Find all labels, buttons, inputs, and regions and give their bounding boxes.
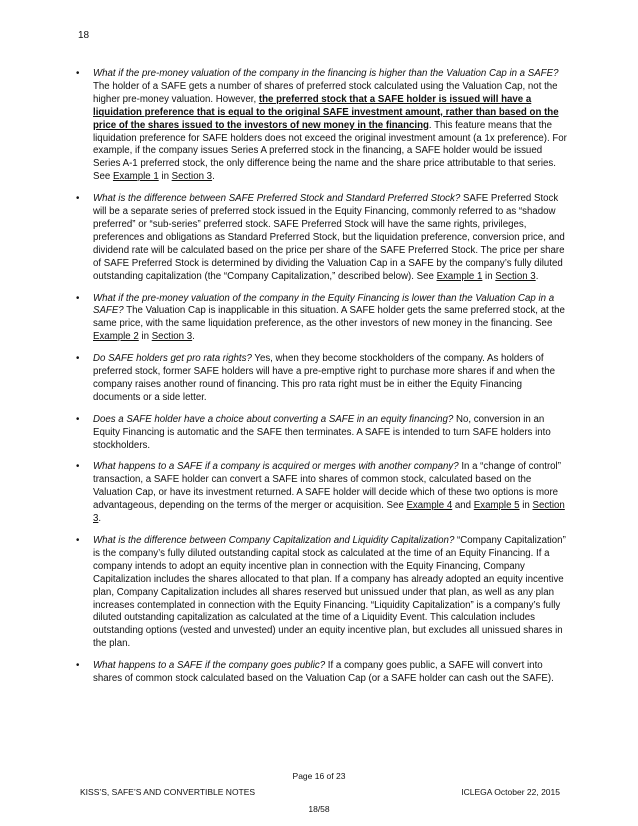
section-3-link[interactable]: Section 3 xyxy=(151,331,193,343)
footer-doc-title: KISS’S, SAFE’S AND CONVERTIBLE NOTES xyxy=(80,787,256,797)
question-text: What happens to a SAFE if a company is acquired or merges with another company? xyxy=(93,461,459,473)
bullet-icon: • xyxy=(76,292,80,304)
faq-item-acquisition xyxy=(76,461,570,526)
faq-item-pro-rata xyxy=(76,353,570,405)
bullet-icon: • xyxy=(76,461,80,473)
question-text: What happens to a SAFE if the company goes public? xyxy=(93,660,326,672)
question-text: What if the pre-money valuation of the company in the financing is higher than the Valuation Cap in a SAFE? xyxy=(93,68,559,79)
answer-text: . This feature means that the liquidation preference for SAFE holders does not exceed the original investment amount (a 1x preference). For example, if the company issues Series A preferred stock in the financing, a SAFE holder would be issued Series A-1 preferred stock, the only difference being the name and the share price attributable to that series. See xyxy=(93,119,567,183)
section-3-link[interactable]: Section 3 xyxy=(171,171,213,183)
slide-number: 18 xyxy=(78,30,90,41)
faq-item-goes-public xyxy=(76,660,570,686)
bullet-icon: • xyxy=(76,660,80,672)
answer-text: SAFE Preferred Stock will be a separate series of preferred stock issued in the Equity Financing, commonly referred to as “shadow preferred” or “sub-series” preferred stock. SAFE Preferred Stock will have the same rights, privileges, preferences and obligations as Standard Preferred Stock, but the liquidation preference, conversion price, and dividend rate will be calculated based on the price per share of the SAFE Preferred Stock. The price per share of SAFE Preferred Stock is determined by dividing the Valuation Cap in a SAFE by the company’s fully diluted outstanding capitalization (the “Company Capitalization,” described below). See xyxy=(93,193,565,282)
connector-text: and xyxy=(452,500,474,512)
question-text: What is the difference between Company Capitalization and Liquidity Capitalization? xyxy=(93,535,455,546)
connector-text: in xyxy=(138,331,152,343)
question-text: Do SAFE holders get pro rata rights? xyxy=(93,353,252,365)
example-2-link[interactable]: Example 2 xyxy=(93,331,139,343)
period-text: . xyxy=(98,513,102,525)
example-5-link[interactable]: Example 5 xyxy=(473,500,520,512)
faq-item-capitalization xyxy=(76,535,570,651)
faq-list xyxy=(76,68,570,695)
period-text: . xyxy=(192,331,195,343)
faq-item-conversion-choice xyxy=(76,414,570,453)
bullet-icon: • xyxy=(76,535,80,546)
answer-text: “Company Capitalization” is the company’s fully diluted outstanding capital stock as calculated at the time of an Equity Financing. If a company intends to adopt an equity incentive plan in connection with the Equity Financing, Company Capitalization includes the shares allocated to that plan. If a company has already adopted an equity incentive plan, Company Capitalization includes all shares reserved but unissued under that plan, as well as any plan increases contemplated in connection with the Equity Financing. “Liquidity Capitalization” is a company’s fully diluted outstanding capitalization as calculated at the time of a Liquidity Event. This calculation includes outstanding options (vested and unvested) under an equity incentive plan, but excludes all unissued shares in the plan. xyxy=(93,535,566,650)
example-4-link[interactable]: Example 4 xyxy=(406,500,453,512)
answer-text: The Valuation Cap is inapplicable in this situation. A SAFE holder gets the same preferred stock, at the same price, with the same liquidation preference, as the other investors of new money in the financing. See xyxy=(93,305,565,330)
question-text: What if the pre-money valuation of the company in the Equity Financing is lower than the Valuation Cap in a SAFE? xyxy=(93,292,555,317)
example-1-link[interactable]: Example 1 xyxy=(112,171,159,183)
faq-item-safe-vs-standard xyxy=(76,193,570,283)
connector-text: in xyxy=(158,171,172,183)
connector-text: in xyxy=(482,270,496,282)
answer-text: If a company goes public, a SAFE will convert into shares of common stock calculated based on the Valuation Cap (or a SAFE holder can cash out the SAFE). xyxy=(93,660,554,685)
answer-text: Yes, when they become stockholders of the company. As holders of preferred stock, former SAFE holders will have a pre-emptive right to purchase more shares if and when the company raises another round of financing. This pro rata right must be in either the Equity Financing documents or a side letter. xyxy=(93,353,555,403)
bullet-icon: • xyxy=(76,193,80,205)
answer-text: In a “change of control” transaction, a SAFE holder can convert a SAFE into shares of common stock, calculated based on the Valuation Cap, or have its investment returned. A SAFE holder will decide which of these two options is more advantageous, depending on the terms of the merger or acquisition. See xyxy=(93,461,561,512)
bullet-icon: • xyxy=(76,413,80,425)
period-text: . xyxy=(535,270,539,282)
faq-item-lower-valuation xyxy=(76,293,570,345)
example-1-link[interactable]: Example 1 xyxy=(436,270,483,282)
section-3-link[interactable]: Section 3 xyxy=(93,500,565,525)
bullet-icon: • xyxy=(76,68,80,79)
answer-text: No, conversion in an Equity Financing is automatic and the SAFE then terminates. A SAFE is intended to turn SAFE holders into stockholders. xyxy=(93,413,551,451)
connector-text: in xyxy=(519,500,533,512)
section-3-link[interactable]: Section 3 xyxy=(495,270,536,282)
faq-item-higher-valuation xyxy=(76,68,570,184)
period-text: . xyxy=(212,171,215,183)
footer-date: ICLEGA October 22, 2015 xyxy=(461,787,560,797)
emphasized-text: the preferred stock that a SAFE holder is issued will have a liquidation preference that is equal to the original SAFE investment amount, rather than based on the price of the shares issued to the investors of new money in the financing xyxy=(93,93,559,131)
question-text: Does a SAFE holder have a choice about converting a SAFE in an equity financing? xyxy=(93,413,454,425)
page-number: 18/58 xyxy=(308,804,330,814)
answer-text: The holder of a SAFE gets a number of shares of preferred stock calculated using the Valuation Cap, not the higher pre-money valuation. However, xyxy=(93,80,558,105)
bullet-icon: • xyxy=(76,353,80,365)
question-text: What is the difference between SAFE Preferred Stock and Standard Preferred Stock? xyxy=(93,193,461,205)
page-of-label: Page 16 of 23 xyxy=(292,771,346,781)
